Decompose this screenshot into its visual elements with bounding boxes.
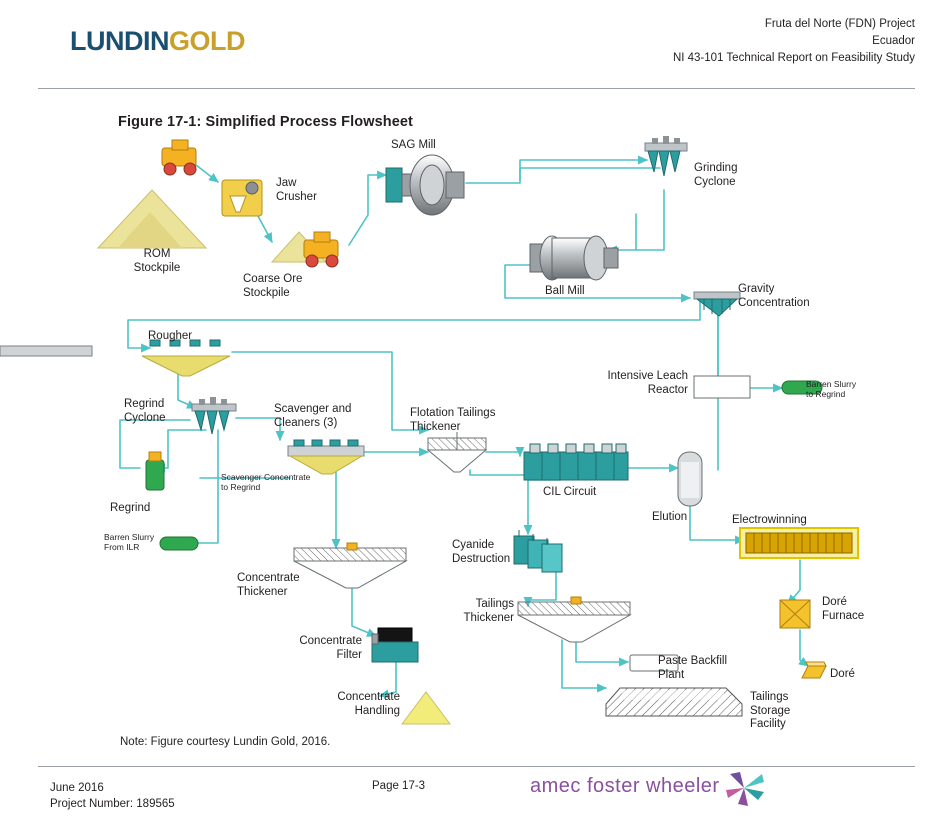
- logo-gold-text: GOLD: [169, 26, 245, 56]
- tailings-storage-facility-shape: [606, 688, 742, 716]
- dore-furnace-shape: [780, 600, 810, 628]
- label-regrind: Regrind: [110, 502, 151, 514]
- label-grinding-cyclone: Grinding Cyclone: [694, 162, 738, 188]
- label-sag-mill: SAG Mill: [391, 139, 436, 151]
- scavenger-cleaners-shape: [288, 440, 364, 474]
- grinding-cyclone-shape: [645, 136, 687, 176]
- regrind-cyclone-shape: [192, 397, 236, 434]
- barren-slurry-from-ilr-shape: [160, 537, 198, 550]
- concentrate-thickener-shape: [294, 543, 406, 588]
- elution-shape: [678, 452, 702, 506]
- label-tailings-storage-facility: Tailings Storage Facility: [750, 691, 791, 730]
- amec-logo-mark: [718, 768, 770, 808]
- electrowinning-shape: [740, 528, 858, 558]
- loader-icon-1: [162, 140, 196, 175]
- label-electrowinning: Electrowinning: [732, 514, 807, 526]
- label-cyanide-destruction: Cyanide Destruction: [452, 539, 511, 565]
- label-concentrate-handling: Concentrate Handling: [337, 691, 400, 717]
- footer-project-number: Project Number: 189565: [50, 798, 175, 810]
- intensive-leach-reactor-shape: [694, 376, 750, 398]
- footer-page-number: Page 17-3: [372, 780, 426, 792]
- label-scavenger-cleaners: Scavenger and Cleaners (3): [274, 403, 352, 429]
- label-gravity-concentration: Gravity Concentration: [738, 283, 810, 309]
- label-scavenger-concentrate-to-regrind: Scavenger Concentrate to Regrind: [221, 472, 311, 492]
- sag-mill-shape: [386, 155, 464, 215]
- jaw-crusher-shape: [222, 180, 262, 216]
- ball-mill-shape: [530, 236, 618, 280]
- concentrate-filter-shape: [372, 628, 418, 662]
- footer-date: June 2016: [50, 782, 104, 794]
- label-cil-circuit: CIL Circuit: [543, 486, 597, 498]
- header-line-country: Ecuador: [872, 35, 915, 47]
- cil-circuit-shape: [524, 444, 628, 480]
- rom-stockpile-shape: [98, 190, 206, 248]
- label-coarse-ore-stockpile: Coarse Ore Stockpile: [243, 273, 303, 299]
- figure-note: Note: Figure courtesy Lundin Gold, 2016.: [120, 736, 331, 748]
- label-jaw-crusher: Jaw Crusher: [276, 177, 317, 203]
- label-rom-stockpile: ROM Stockpile: [133, 248, 181, 274]
- gravity-concentration-shape: [694, 292, 740, 316]
- label-paste-backfill-plant: Paste Backfill Plant: [658, 655, 728, 681]
- header-line-project: Fruta del Norte (FDN) Project: [764, 18, 915, 30]
- label-flotation-tailings-thickener: Flotation Tailings Thickener: [410, 407, 496, 433]
- label-barren-slurry-to-regrind: Barren Slurry to Regrind: [806, 379, 857, 399]
- label-concentrate-filter: Concentrate Filter: [299, 635, 362, 661]
- tailings-thickener-shape: [518, 597, 630, 642]
- label-regrind-cyclone: Regrind Cyclone: [124, 398, 166, 424]
- label-dore-furnace: Doré Furnace: [822, 596, 865, 622]
- label-tailings-thickener: Tailings Thickener: [463, 598, 514, 624]
- label-intensive-leach-reactor: Intensive Leach Reactor: [607, 370, 688, 396]
- figure-title: Figure 17-1: Simplified Process Flowsheet: [118, 114, 413, 130]
- flotation-tailings-thickener-shape: [428, 432, 486, 472]
- logo-lundin-text: LUNDIN: [70, 26, 169, 56]
- label-elution: Elution: [652, 511, 688, 523]
- footer-divider: [38, 766, 915, 767]
- footer-left: [50, 780, 175, 812]
- label-dore: Doré: [830, 668, 855, 680]
- concentrate-handling-shape: [402, 692, 450, 724]
- label-barren-slurry-from-ilr: Barren Slurry From ILR: [104, 532, 155, 552]
- amec-foster-wheeler-logo-text: amec foster wheeler: [530, 775, 720, 797]
- label-rougher: Rougher: [148, 330, 193, 342]
- header-line-report: NI 43-101 Technical Report on Feasibility Study: [672, 52, 915, 64]
- rougher-shape: [0, 340, 230, 376]
- label-ball-mill: Ball Mill: [545, 285, 585, 297]
- regrind-mill-shape: [146, 452, 164, 490]
- cyanide-destruction-shape: [514, 530, 562, 572]
- label-concentrate-thickener: Concentrate Thickener: [237, 572, 300, 598]
